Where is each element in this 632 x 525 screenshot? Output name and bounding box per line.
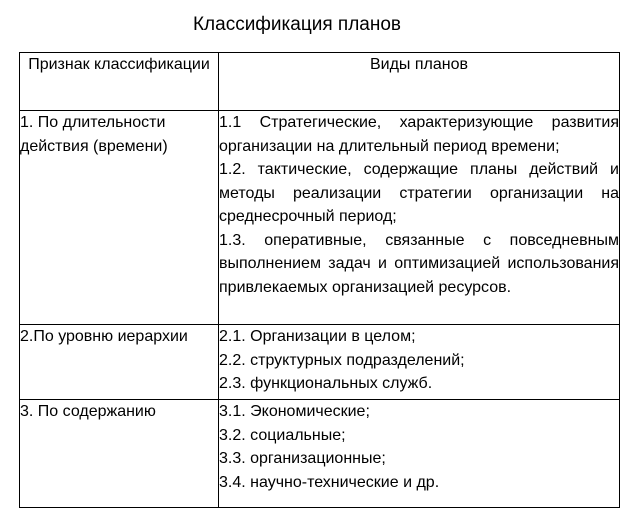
attribute-cell-content: 3. По содержанию (20, 400, 219, 508)
table-row-content (20, 400, 620, 508)
plan-type-paragraph: 2.3. функциональных служб. (219, 375, 433, 392)
column-header-types: Виды планов (219, 53, 620, 111)
types-cell-duration (219, 111, 620, 325)
plan-type-paragraph: 1.1 Стратегические, характеризующие развития организации на длительный период времени; (219, 114, 619, 155)
plan-type-paragraph: 1.3. оперативные, связанные с повседневным выполнением задач и оптимизацией использования привлекаемых организацией ресурсов. (219, 231, 619, 296)
attribute-cell-hierarchy: 2.По уровню иерархии (20, 325, 219, 400)
types-cell-hierarchy (219, 325, 620, 400)
types-cell-content (219, 400, 620, 508)
table-row-duration (20, 111, 620, 325)
plan-type-paragraph: 2.2. структурных подразделений; (219, 351, 465, 369)
plan-type-paragraph: 3.3. организационные; (219, 450, 386, 467)
attribute-cell-duration: 1. По длительности действия (времени) (20, 111, 219, 325)
table-header-row (20, 53, 620, 111)
plan-type-paragraph: 3.4. научно-технические и др. (219, 473, 440, 491)
page-title: Классификация планов (192, 14, 402, 35)
plans-classification-table (19, 52, 620, 508)
plan-type-paragraph: 1.2. тактические, содержащие планы действий и методы реализации стратегии организации на среднесрочный период; (219, 161, 619, 225)
table-row-hierarchy (20, 325, 620, 400)
column-header-attribute: Признак классификации (20, 53, 219, 111)
plan-type-paragraph: 3.2. социальные; (219, 426, 346, 444)
plan-type-paragraph: 3.1. Экономические; (219, 403, 370, 420)
plan-type-paragraph: 2.1. Организации в целом; (219, 328, 416, 345)
